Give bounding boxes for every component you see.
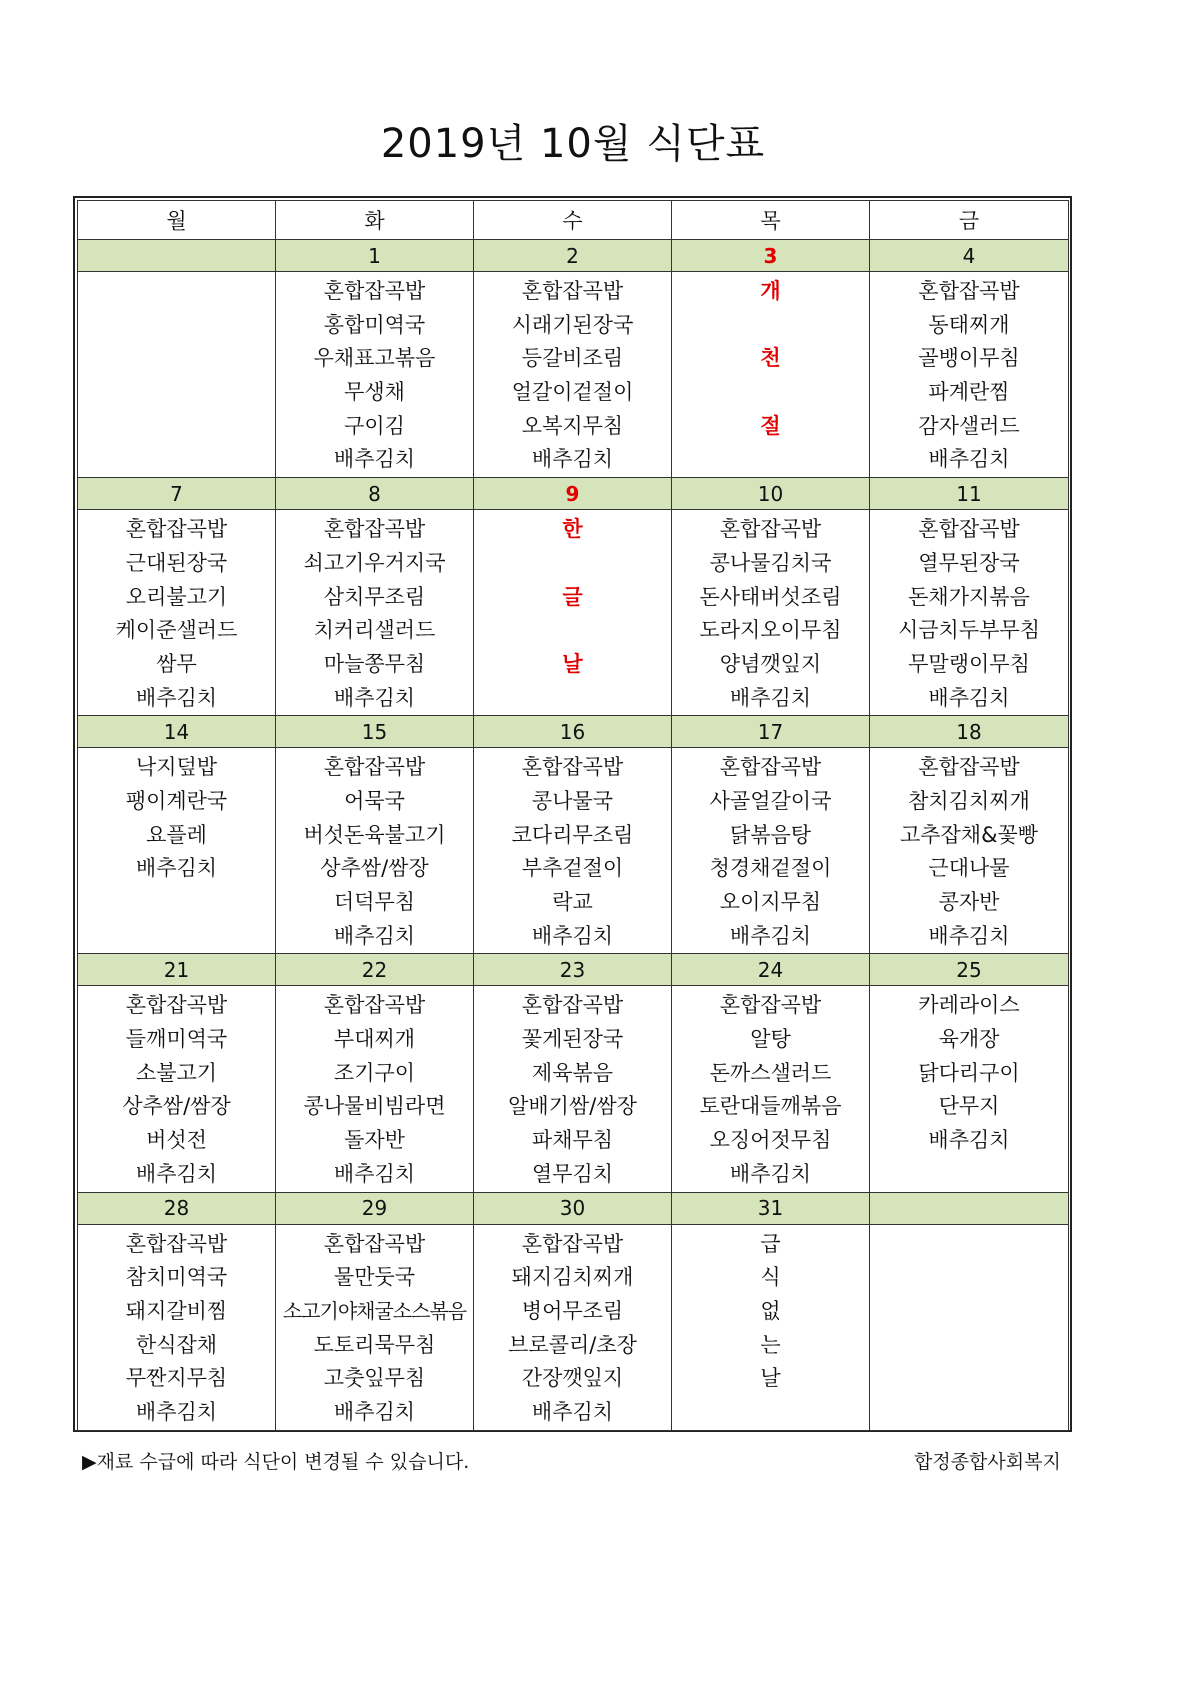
menu-item: 고추잡채&꽃빵 xyxy=(899,822,1039,847)
meal-cell-mon xyxy=(78,748,276,954)
weekday-thu: 목 xyxy=(672,201,870,240)
menu-item: 근대된장국 xyxy=(125,550,228,575)
menu-item: 혼합잡곡밥 xyxy=(125,993,228,1018)
meal-cell-wed xyxy=(474,510,672,716)
menu-item: 물만둣국 xyxy=(333,1265,416,1290)
meal-cell-thu xyxy=(672,272,870,478)
menu-item: 부대찌개 xyxy=(333,1027,416,1052)
meal-cell-tue xyxy=(276,986,474,1192)
date-cell-tue: 29 xyxy=(276,1192,474,1224)
meal-row xyxy=(78,510,1069,716)
meal-cell-mon xyxy=(78,986,276,1192)
footer-org: 합정종합사회복지 xyxy=(914,1451,1061,1473)
date-cell-mon: 7 xyxy=(78,478,276,510)
menu-item: 배추김치 xyxy=(928,685,1010,710)
holiday-label xyxy=(474,614,671,648)
menu-item: 케이준샐러드 xyxy=(115,618,238,643)
menu-item: 단무지 xyxy=(938,1094,1000,1119)
date-cell-mon: 14 xyxy=(78,716,276,748)
date-cell-fri: 18 xyxy=(870,716,1069,748)
menu-item: 병어무조림 xyxy=(521,1298,624,1323)
date-cell-wed: 2 xyxy=(474,240,672,272)
meal-cell-mon xyxy=(78,510,276,716)
menu-item: 배추김치 xyxy=(333,1161,416,1186)
menu-item: 청경채겉절이 xyxy=(709,856,832,881)
menu-item: 쇠고기우거지국 xyxy=(303,550,446,575)
meal-cell-tue xyxy=(276,510,474,716)
menu-item: 간장깻잎지 xyxy=(521,1366,624,1391)
menu-item: 무말랭이무침 xyxy=(908,651,1030,676)
menu-item: 고춧잎무침 xyxy=(323,1366,426,1391)
menu-item: 락교 xyxy=(552,890,593,914)
weekday-tue: 화 xyxy=(276,201,474,240)
holiday-label: 천 xyxy=(760,346,781,371)
meal-row xyxy=(78,1224,1069,1430)
menu-item: 부추겉절이 xyxy=(521,856,624,881)
menu-item: 얼갈이겉절이 xyxy=(511,380,634,405)
menu-item: 버섯돈육불고기 xyxy=(303,822,446,847)
date-cell-tue: 15 xyxy=(276,716,474,748)
menu-item: 제육볶음 xyxy=(531,1060,614,1085)
menu-item: 혼합잡곡밥 xyxy=(521,993,624,1018)
meal-cell-thu xyxy=(672,510,870,716)
date-cell-mon: 28 xyxy=(78,1192,276,1224)
menu-item: 파채무침 xyxy=(531,1128,614,1153)
menu-item: 근대나물 xyxy=(928,856,1010,881)
menu-item: 배추김치 xyxy=(135,1399,218,1424)
menu-item: 낙지덮밥 xyxy=(135,755,218,780)
menu-item: 혼합잡곡밥 xyxy=(323,279,426,303)
meal-cell-fri xyxy=(870,1224,1069,1430)
menu-item: 배추김치 xyxy=(333,447,416,472)
menu-item: 버섯전 xyxy=(146,1128,207,1153)
menu-item: 쌈무 xyxy=(156,651,197,676)
menu-item: 오징어젓무침 xyxy=(709,1128,832,1153)
menu-item: 우채표고볶음 xyxy=(313,346,436,371)
meal-cell-tue xyxy=(276,748,474,954)
menu-item: 혼합잡곡밥 xyxy=(521,755,624,780)
menu-item: 돌자반 xyxy=(344,1128,405,1153)
weekday-wed: 수 xyxy=(474,201,672,240)
page-title: 2019년 10월 식단표 xyxy=(380,121,766,167)
menu-item: 무생채 xyxy=(344,380,405,405)
meal-cell-thu xyxy=(672,986,870,1192)
menu-item: 도토리묵무침 xyxy=(313,1332,436,1357)
menu-item: 카레라이스 xyxy=(918,993,1020,1018)
date-row xyxy=(78,954,1069,986)
holiday-label xyxy=(672,443,869,477)
menu-item: 상추쌈/쌈장 xyxy=(122,1094,231,1119)
date-cell-wed: 16 xyxy=(474,716,672,748)
menu-item: 식 xyxy=(760,1265,781,1290)
meal-cell-thu xyxy=(672,748,870,954)
menu-item: 브로콜리/초장 xyxy=(508,1332,637,1357)
menu-item: 소불고기 xyxy=(135,1060,218,1085)
menu-item: 혼합잡곡밥 xyxy=(323,755,426,780)
date-cell-tue: 8 xyxy=(276,478,474,510)
holiday-label xyxy=(672,376,869,410)
menu-item: 홍합미역국 xyxy=(323,312,426,337)
menu-item: 꽃게된장국 xyxy=(521,1027,624,1052)
menu-item: 돼지갈비찜 xyxy=(125,1298,228,1323)
menu-item: 참치김치찌개 xyxy=(908,788,1030,813)
holiday-label: 절 xyxy=(760,413,781,438)
meal-row xyxy=(78,748,1069,954)
menu-item: 팽이계란국 xyxy=(125,788,228,813)
menu-item: 배추김치 xyxy=(531,923,614,948)
menu-item: 혼합잡곡밥 xyxy=(125,1231,228,1256)
menu-item: 날 xyxy=(760,1366,781,1391)
date-cell-mon xyxy=(78,240,276,272)
menu-item: 돈채가지볶음 xyxy=(908,584,1030,609)
menu-item: 배추김치 xyxy=(135,685,218,710)
meal-cell-fri xyxy=(870,748,1069,954)
menu-item: 열무김치 xyxy=(531,1161,614,1186)
menu-item: 시래기된장국 xyxy=(511,312,634,337)
date-cell-mon: 21 xyxy=(78,954,276,986)
date-cell-fri: 25 xyxy=(870,954,1069,986)
date-cell-fri: 11 xyxy=(870,478,1069,510)
menu-item: 배추김치 xyxy=(928,447,1010,472)
menu-item: 돈까스샐러드 xyxy=(709,1060,832,1085)
menu-item: 시금치두부무침 xyxy=(897,618,1040,643)
date-cell-thu: 10 xyxy=(672,478,870,510)
date-cell-tue: 22 xyxy=(276,954,474,986)
menu-item: 무짠지무침 xyxy=(125,1366,228,1391)
menu-item: 더덕무침 xyxy=(333,890,416,914)
menu-item: 는 xyxy=(760,1332,781,1357)
date-cell-thu: 24 xyxy=(672,954,870,986)
menu-item: 배추김치 xyxy=(531,447,614,472)
date-cell-fri: 4 xyxy=(870,240,1069,272)
menu-item: 닭볶음탕 xyxy=(729,822,812,847)
menu-item: 배추김치 xyxy=(928,1128,1010,1153)
meal-cell-tue xyxy=(276,272,474,478)
menu-table xyxy=(77,200,1069,1431)
date-row xyxy=(78,478,1069,510)
menu-item: 혼합잡곡밥 xyxy=(323,517,426,542)
menu-item: 혼합잡곡밥 xyxy=(323,993,426,1018)
menu-item: 마늘쫑무침 xyxy=(323,651,426,676)
menu-item: 급 xyxy=(760,1231,781,1256)
menu-item: 혼합잡곡밥 xyxy=(918,279,1020,303)
menu-item: 콩나물김치국 xyxy=(709,550,832,575)
menu-item: 혼합잡곡밥 xyxy=(125,517,228,542)
menu-item: 코다리무조림 xyxy=(511,822,634,847)
holiday-label: 날 xyxy=(562,651,583,676)
date-cell-thu: 17 xyxy=(672,716,870,748)
menu-item: 삼치무조림 xyxy=(323,584,426,609)
menu-item: 조기구이 xyxy=(333,1060,416,1085)
footer-note: ▶재료 수급에 따라 식단이 변경될 수 있습니다. xyxy=(82,1451,470,1473)
menu-item: 치커리샐러드 xyxy=(313,618,436,643)
menu-item: 없 xyxy=(760,1298,781,1323)
menu-item: 사골얼갈이국 xyxy=(709,788,832,813)
menu-item: 들깨미역국 xyxy=(125,1027,228,1052)
menu-item: 콩나물국 xyxy=(531,788,614,813)
meal-cell-wed xyxy=(474,986,672,1192)
menu-item: 구이김 xyxy=(344,413,405,438)
meal-cell-fri xyxy=(870,510,1069,716)
holiday-label: 글 xyxy=(562,584,583,609)
menu-item: 혼합잡곡밥 xyxy=(719,755,822,780)
menu-item: 배추김치 xyxy=(135,1161,218,1186)
menu-item: 배추김치 xyxy=(333,923,416,948)
menu-item: 알배기쌈/쌈장 xyxy=(508,1094,637,1119)
menu-item: 혼합잡곡밥 xyxy=(521,279,624,303)
date-cell-fri xyxy=(870,1192,1069,1224)
meal-cell-fri xyxy=(870,986,1069,1192)
menu-item: 돼지김치찌개 xyxy=(511,1265,634,1290)
menu-item: 도라지오이무침 xyxy=(699,618,842,643)
menu-item: 참치미역국 xyxy=(125,1265,228,1290)
meal-cell-fri xyxy=(870,272,1069,478)
menu-item: 닭다리구이 xyxy=(918,1060,1020,1085)
holiday-label xyxy=(474,682,671,716)
menu-item: 오복지무침 xyxy=(521,413,624,438)
holiday-label: 한 xyxy=(562,517,583,542)
menu-item: 돈사태버섯조림 xyxy=(699,584,842,609)
menu-item: 어묵국 xyxy=(344,788,405,813)
date-cell-tue: 1 xyxy=(276,240,474,272)
menu-item: 육개장 xyxy=(938,1027,1000,1052)
meal-cell-wed xyxy=(474,272,672,478)
menu-item: 배추김치 xyxy=(333,1399,416,1424)
menu-item: 요플레 xyxy=(146,822,207,847)
menu-item: 소고기야채굴소스볶음 xyxy=(282,1298,467,1323)
menu-item: 양념깻잎지 xyxy=(719,651,822,676)
meal-row xyxy=(78,986,1069,1192)
weekday-fri: 금 xyxy=(870,201,1069,240)
date-cell-wed: 30 xyxy=(474,1192,672,1224)
menu-item: 골뱅이무침 xyxy=(918,346,1020,371)
menu-item: 콩자반 xyxy=(938,890,1000,914)
weekday-mon: 월 xyxy=(78,201,276,240)
meal-cell-tue xyxy=(276,1224,474,1430)
menu-item: 배추김치 xyxy=(333,685,416,710)
menu-item: 오리불고기 xyxy=(125,584,228,609)
menu-item: 감자샐러드 xyxy=(918,413,1020,438)
menu-item: 혼합잡곡밥 xyxy=(918,755,1020,780)
date-cell-thu: 31 xyxy=(672,1192,870,1224)
menu-item: 배추김치 xyxy=(135,856,218,881)
holiday-label xyxy=(474,547,671,581)
menu-item: 혼합잡곡밥 xyxy=(918,517,1020,542)
menu-item: 알탕 xyxy=(750,1027,791,1052)
menu-item: 혼합잡곡밥 xyxy=(719,993,822,1018)
menu-item: 배추김치 xyxy=(729,685,812,710)
date-row xyxy=(78,240,1069,272)
menu-item: 혼합잡곡밥 xyxy=(719,517,822,542)
meal-cell-wed xyxy=(474,748,672,954)
menu-item: 동태찌개 xyxy=(928,312,1010,337)
menu-item: 배추김치 xyxy=(729,923,812,948)
holiday-label: 개 xyxy=(760,279,781,303)
menu-item: 콩나물비빔라면 xyxy=(303,1094,446,1119)
menu-item: 파계란찜 xyxy=(928,380,1010,405)
menu-item: 배추김치 xyxy=(531,1399,614,1424)
menu-item: 상추쌈/쌈장 xyxy=(320,856,429,881)
menu-item: 혼합잡곡밥 xyxy=(323,1231,426,1256)
date-cell-wed: 23 xyxy=(474,954,672,986)
meal-cell-mon xyxy=(78,1224,276,1430)
holiday-label xyxy=(672,309,869,343)
menu-item: 혼합잡곡밥 xyxy=(521,1231,624,1256)
menu-item: 한식잡채 xyxy=(135,1332,218,1357)
meal-cell-wed xyxy=(474,1224,672,1430)
date-row xyxy=(78,716,1069,748)
menu-item: 오이지무침 xyxy=(719,890,822,914)
menu-item: 토란대들깨볶음 xyxy=(699,1094,842,1119)
menu-item: 등갈비조림 xyxy=(521,346,624,371)
meal-row xyxy=(78,272,1069,478)
menu-item: 열무된장국 xyxy=(918,550,1020,575)
date-row xyxy=(78,1192,1069,1224)
menu-item: 배추김치 xyxy=(729,1161,812,1186)
date-cell-wed: 9 xyxy=(474,478,672,510)
menu-item: 배추김치 xyxy=(928,923,1010,948)
date-cell-thu: 3 xyxy=(672,240,870,272)
weekday-header-row xyxy=(78,201,1069,240)
meal-cell-thu xyxy=(672,1224,870,1430)
meal-cell-mon xyxy=(78,272,276,478)
